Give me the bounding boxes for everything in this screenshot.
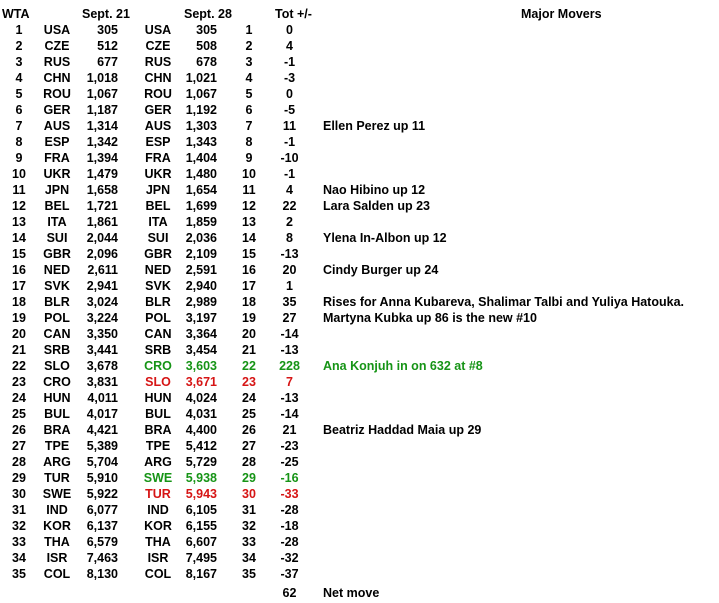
rank-sept28: 27 [242,439,256,453]
table-row [0,102,719,118]
rank-sept28: 17 [242,279,256,293]
total-change: -1 [283,135,296,149]
points-sept21: 1,342 [86,135,118,149]
points-sept28: 2,989 [185,295,217,309]
points-sept28: 5,412 [185,439,217,453]
country-sept21: CAN [43,327,71,341]
country-sept28: UKR [144,167,172,181]
rank-sept21: 14 [12,231,26,245]
rank-sept28: 1 [245,23,253,37]
country-sept28: ISR [147,551,169,565]
country-sept28: FRA [145,151,171,165]
net-move-total: 62 [282,586,297,600]
rank-sept28: 26 [242,423,256,437]
country-sept21: COL [43,567,71,581]
points-sept28: 3,603 [185,359,217,373]
country-sept28: POL [145,311,171,325]
rank-sept21: 6 [15,103,23,117]
rank-sept21: 29 [12,471,26,485]
points-sept21: 4,017 [86,407,118,421]
rank-sept21: 34 [12,551,26,565]
mover-note: Lara Salden up 23 [323,199,430,213]
table-row [0,534,719,550]
rank-sept21: 24 [12,391,26,405]
table-row [0,550,719,566]
country-sept28: BUL [145,407,171,421]
country-sept21: CZE [44,39,70,53]
points-sept21: 1,721 [86,199,118,213]
points-sept28: 305 [196,23,217,37]
points-sept21: 3,224 [86,311,118,325]
country-sept21: GBR [43,247,71,261]
rank-sept21: 4 [15,71,23,85]
total-change: 22 [282,199,297,213]
rank-sept21: 17 [12,279,26,293]
country-sept21: GER [43,103,71,117]
points-sept28: 1,859 [185,215,217,229]
total-change: 0 [286,87,293,101]
table-row [0,438,719,454]
rank-sept21: 15 [12,247,26,261]
points-sept21: 6,077 [86,503,118,517]
rank-sept28: 31 [242,503,256,517]
rank-sept21: 32 [12,519,26,533]
country-sept21: ITA [47,215,67,229]
rank-sept21: 33 [12,535,26,549]
rank-sept21: 19 [12,311,26,325]
points-sept21: 1,394 [86,151,118,165]
table-row [0,502,719,518]
table-row [0,134,719,150]
rank-sept28: 28 [242,455,256,469]
rank-sept21: 20 [12,327,26,341]
points-sept28: 6,155 [185,519,217,533]
country-sept21: RUS [43,55,71,69]
points-sept21: 2,611 [87,263,118,277]
country-sept21: BRA [43,423,71,437]
country-sept21: ISR [46,551,68,565]
header-major-movers: Major Movers [521,7,602,21]
total-change: -32 [280,551,299,565]
country-sept21: TUR [44,471,70,485]
total-change: -33 [280,487,299,501]
total-change: 1 [286,279,293,293]
table-row [0,198,719,214]
rank-sept28: 19 [242,311,256,325]
country-sept21: SWE [42,487,72,501]
header-tot: Tot +/- [275,7,312,21]
header-sept21: Sept. 21 [82,7,130,21]
total-change: -14 [280,407,299,421]
points-sept28: 2,940 [185,279,217,293]
table-row [0,406,719,422]
country-sept21: BEL [44,199,70,213]
points-sept21: 4,421 [86,423,118,437]
rank-sept21: 2 [15,39,23,53]
points-sept21: 5,389 [86,439,118,453]
rank-sept21: 1 [15,23,23,37]
country-sept28: BLR [145,295,171,309]
country-sept28: TPE [145,439,171,453]
points-sept21: 3,350 [86,327,118,341]
table-row [0,566,719,582]
points-sept21: 512 [97,39,118,53]
rank-sept28: 24 [242,391,256,405]
country-sept28: ROU [144,87,172,101]
rank-sept28: 35 [242,567,256,581]
rank-sept28: 32 [242,519,256,533]
rank-sept21: 35 [12,567,26,581]
total-change: -13 [280,343,299,357]
header-sept28: Sept. 28 [184,7,232,21]
country-sept21: IND [46,503,68,517]
country-sept28: AUS [144,119,172,133]
rank-sept28: 10 [242,167,256,181]
points-sept21: 1,067 [86,87,118,101]
total-change: 0 [286,23,293,37]
rank-sept28: 7 [245,119,253,133]
points-sept28: 1,192 [185,103,217,117]
points-sept28: 8,167 [185,567,217,581]
country-sept28: KOR [144,519,172,533]
footer-row [0,585,719,601]
country-sept28: ESP [145,135,171,149]
points-sept28: 1,343 [185,135,217,149]
rank-sept21: 11 [12,183,26,197]
country-sept28: TUR [145,487,171,501]
table-row [0,390,719,406]
total-change: -1 [283,55,296,69]
points-sept28: 3,454 [185,343,217,357]
total-change: -1 [283,167,296,181]
country-sept28: SWE [143,471,173,485]
country-sept28: SLO [145,375,171,389]
total-change: -3 [283,71,296,85]
rank-sept28: 18 [242,295,256,309]
table-row [0,358,719,374]
rank-sept21: 3 [15,55,23,69]
points-sept21: 8,130 [86,567,118,581]
points-sept28: 4,400 [185,423,217,437]
points-sept28: 1,067 [185,87,217,101]
points-sept28: 1,699 [185,199,217,213]
rank-sept28: 6 [245,103,253,117]
points-sept28: 3,364 [185,327,217,341]
total-change: 21 [282,423,297,437]
table-row [0,118,719,134]
rank-sept21: 21 [12,343,26,357]
table-row [0,182,719,198]
points-sept28: 4,024 [185,391,217,405]
total-change: -23 [280,439,299,453]
rank-sept21: 22 [12,359,26,373]
rank-sept21: 7 [15,119,23,133]
country-sept28: GBR [144,247,172,261]
table-row [0,166,719,182]
mover-note: Martyna Kubka up 86 is the new #10 [323,311,537,325]
country-sept21: SRB [43,343,71,357]
country-sept28: ARG [144,455,172,469]
points-sept28: 2,109 [185,247,217,261]
total-change: 11 [282,119,297,133]
table-row [0,518,719,534]
total-change: 228 [279,359,300,373]
total-change: -18 [280,519,299,533]
country-sept21: SUI [46,231,68,245]
rank-sept28: 3 [245,55,253,69]
points-sept21: 5,704 [86,455,118,469]
points-sept28: 678 [196,55,217,69]
total-change: 4 [286,183,293,197]
table-row [0,150,719,166]
table-row [0,86,719,102]
mover-note: Ellen Perez up 11 [323,119,426,133]
table-row [0,342,719,358]
rank-sept28: 4 [245,71,253,85]
country-sept21: ESP [44,135,70,149]
header-row [0,6,719,22]
rank-sept21: 25 [12,407,26,421]
country-sept28: CRO [144,359,172,373]
country-sept21: CHN [43,71,71,85]
rank-sept21: 30 [12,487,26,501]
country-sept28: BRA [144,423,172,437]
rank-sept28: 12 [242,199,256,213]
rank-sept28: 20 [242,327,256,341]
country-sept21: JPN [44,183,70,197]
country-sept21: THA [44,535,70,549]
points-sept28: 7,495 [185,551,217,565]
country-sept28: ITA [148,215,168,229]
points-sept21: 1,479 [86,167,118,181]
points-sept21: 1,187 [86,103,118,117]
points-sept21: 6,579 [86,535,118,549]
rank-sept28: 14 [242,231,256,245]
rank-sept28: 30 [242,487,256,501]
table-row [0,278,719,294]
points-sept21: 3,831 [86,375,118,389]
points-sept28: 4,031 [185,407,217,421]
rank-sept28: 13 [242,215,256,229]
total-change: -13 [280,391,299,405]
country-sept28: HUN [144,391,172,405]
rank-sept21: 8 [15,135,23,149]
points-sept21: 1,314 [86,119,118,133]
total-change: -25 [280,455,299,469]
points-sept28: 1,480 [185,167,217,181]
country-sept28: CZE [145,39,171,53]
total-change: -14 [280,327,299,341]
table-row [0,326,719,342]
total-change: 27 [282,311,297,325]
mover-note: Rises for Anna Kubareva, Shalimar Talbi and Yuliya Hatouka. [323,295,684,309]
country-sept28: CHN [144,71,172,85]
rank-sept28: 2 [245,39,253,53]
points-sept21: 2,044 [86,231,118,245]
table-row [0,422,719,438]
rank-sept21: 5 [15,87,23,101]
country-sept28: GER [144,103,172,117]
country-sept21: CRO [43,375,71,389]
country-sept21: KOR [43,519,71,533]
rank-sept28: 11 [242,183,256,197]
points-sept28: 3,197 [185,311,217,325]
rank-sept21: 27 [12,439,26,453]
mover-note: Nao Hibino up 12 [323,183,426,197]
country-sept28: COL [144,567,172,581]
points-sept21: 1,658 [86,183,118,197]
header-wta: WTA [2,7,30,21]
mover-note: Ylena In-Albon up 12 [323,231,447,245]
points-sept28: 2,591 [185,263,217,277]
rank-sept28: 34 [242,551,256,565]
country-sept28: JPN [145,183,171,197]
total-change: 8 [286,231,293,245]
points-sept28: 1,021 [185,71,217,85]
points-sept28: 3,671 [185,375,217,389]
points-sept21: 1,861 [86,215,118,229]
rank-sept21: 23 [12,375,26,389]
rank-sept28: 21 [242,343,256,357]
total-change: -13 [280,247,299,261]
rank-sept21: 28 [12,455,26,469]
country-sept28: SVK [145,279,171,293]
rank-sept28: 25 [242,407,256,421]
points-sept21: 7,463 [86,551,118,565]
country-sept21: HUN [43,391,71,405]
table-row [0,38,719,54]
table-row [0,470,719,486]
points-sept28: 508 [196,39,217,53]
country-sept21: ARG [43,455,71,469]
country-sept28: THA [145,535,171,549]
country-sept28: BEL [145,199,171,213]
points-sept21: 3,441 [86,343,118,357]
points-sept21: 3,678 [86,359,118,373]
table-row [0,246,719,262]
points-sept21: 6,137 [86,519,118,533]
country-sept28: NED [144,263,172,277]
total-change: -28 [280,535,299,549]
total-change: -28 [280,503,299,517]
rank-sept21: 10 [12,167,26,181]
country-sept28: CAN [144,327,172,341]
rank-sept21: 16 [12,263,26,277]
points-sept21: 2,941 [86,279,118,293]
country-sept28: USA [144,23,172,37]
rank-sept28: 9 [245,151,253,165]
points-sept21: 3,024 [86,295,118,309]
points-sept28: 2,036 [185,231,217,245]
country-sept28: IND [147,503,169,517]
table-row [0,262,719,278]
rank-sept28: 29 [242,471,256,485]
rank-sept28: 16 [242,263,256,277]
rank-sept21: 12 [12,199,26,213]
mover-note: Beatriz Haddad Maia up 29 [323,423,482,437]
rank-sept21: 31 [12,503,26,517]
table-row [0,230,719,246]
country-sept21: BLR [44,295,70,309]
country-sept21: BUL [44,407,70,421]
total-change: 4 [286,39,293,53]
rank-sept21: 9 [15,151,23,165]
mover-note: Cindy Burger up 24 [323,263,439,277]
points-sept21: 677 [97,55,118,69]
total-change: 7 [286,375,293,389]
table-row [0,486,719,502]
country-sept28: SUI [147,231,169,245]
total-change: -10 [280,151,299,165]
country-sept28: SRB [144,343,172,357]
country-sept21: NED [43,263,71,277]
country-sept21: TPE [44,439,70,453]
rank-sept28: 22 [242,359,256,373]
points-sept28: 5,938 [185,471,217,485]
points-sept28: 5,729 [185,455,217,469]
points-sept21: 2,096 [86,247,118,261]
country-sept21: USA [43,23,71,37]
net-move-label: Net move [323,586,380,600]
rank-sept28: 23 [242,375,256,389]
table-row [0,454,719,470]
points-sept28: 5,943 [185,487,217,501]
country-sept21: SLO [44,359,70,373]
country-sept21: SVK [44,279,70,293]
points-sept21: 1,018 [86,71,118,85]
rank-sept28: 33 [242,535,256,549]
table-row [0,70,719,86]
table-row [0,214,719,230]
table-row [0,310,719,326]
mover-note: Ana Konjuh in on 632 at #8 [323,359,483,373]
total-change: -5 [283,103,296,117]
table-row [0,54,719,70]
total-change: 2 [286,215,293,229]
total-change: -16 [280,471,299,485]
table-row [0,374,719,390]
points-sept28: 1,404 [185,151,217,165]
country-sept21: UKR [43,167,71,181]
rank-sept21: 13 [12,215,26,229]
rank-sept28: 5 [245,87,253,101]
rank-sept28: 15 [242,247,256,261]
total-change: 35 [282,295,297,309]
points-sept28: 1,303 [185,119,217,133]
points-sept28: 1,654 [185,183,217,197]
rank-sept21: 26 [12,423,26,437]
total-change: 20 [282,263,297,277]
points-sept21: 4,011 [87,391,118,405]
points-sept21: 5,922 [86,487,118,501]
country-sept21: AUS [43,119,71,133]
table-row [0,294,719,310]
country-sept21: POL [44,311,70,325]
country-sept21: ROU [43,87,71,101]
table-row [0,22,719,38]
total-change: -37 [280,567,299,581]
rank-sept21: 18 [12,295,26,309]
country-sept28: RUS [144,55,172,69]
points-sept28: 6,105 [185,503,217,517]
points-sept21: 305 [97,23,118,37]
points-sept28: 6,607 [185,535,217,549]
points-sept21: 5,910 [86,471,118,485]
rank-sept28: 8 [245,135,253,149]
country-sept21: FRA [44,151,70,165]
